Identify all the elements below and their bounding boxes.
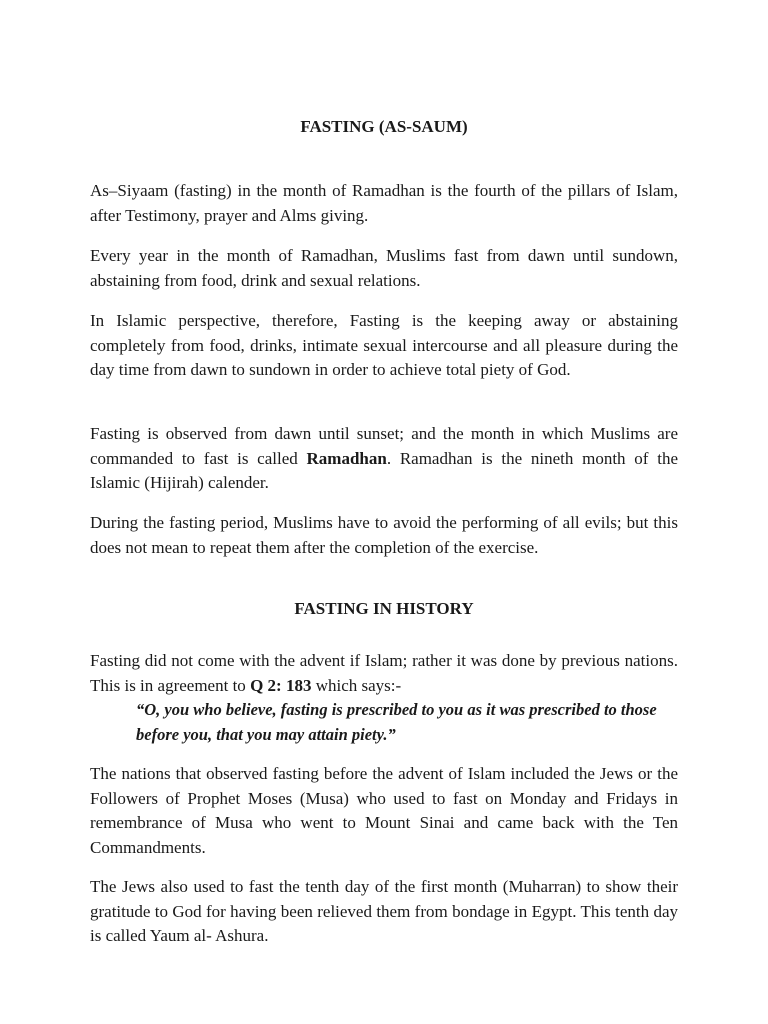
paragraph-pillars: As–Siyaam (fasting) in the month of Ramadhan is the fourth of the pillars of Islam, after Testimony, prayer and Alms giving. [90,181,678,225]
quran-quote: “O, you who believe, fasting is prescribed to you as it was prescribed to those before you, that you may attain piety.” [136,700,657,744]
section-heading-history: FASTING IN HISTORY [294,599,474,618]
page-title: FASTING (AS-SAUM) [300,117,468,136]
paragraph-ramadhan-fast: Every year in the month of Ramadhan, Muslims fast from dawn until sundown, abstaining from food, drink and sexual relations. [90,246,678,290]
paragraph-previous-nations: The nations that observed fasting before the advent of Islam included the Jews or the Followers of Prophet Moses (Musa) who used to fast on Monday and Fridays in remembrance of Musa who went to Mount Sinai and came back with the Ten Commandments. [90,764,678,857]
paragraph-definition: In Islamic perspective, therefore, Fasting is the keeping away or abstaining completely from food, drinks, intimate sexual intercourse and all pleasure during the day time from dawn to sundown in order to achieve total piety of God. [90,311,678,379]
paragraph-observance-text-1: Fasting is observed from dawn until sunset; and the month in which Muslims are commanded to fast is called [90,424,678,468]
ramadhan-term: Ramadhan [306,448,387,468]
paragraph-ashura: The Jews also used to fast the tenth day of the first month (Muharran) to show their gratitude to God for having been relieved them from bondage in Egypt. This tenth day is called Yaum al- Ashura. [90,877,678,945]
paragraph-history-intro [90,649,678,698]
paragraph-observance [90,422,678,496]
quran-reference: Q 2: 183 [250,675,312,695]
paragraph-observance-text-2: . Ramadhan is the nineth month of the Islamic (Hijirah) calender. [90,448,678,492]
paragraph-history-text-1: Fasting did not come with the advent if Islam; rather it was done by previous nations. This is in agreement to [90,651,678,695]
paragraph-history-text-2: which says:- [311,675,402,695]
paragraph-avoid-evils: During the fasting period, Muslims have to avoid the performing of all evils; but this does not mean to repeat them after the completion of the exercise. [90,513,678,557]
